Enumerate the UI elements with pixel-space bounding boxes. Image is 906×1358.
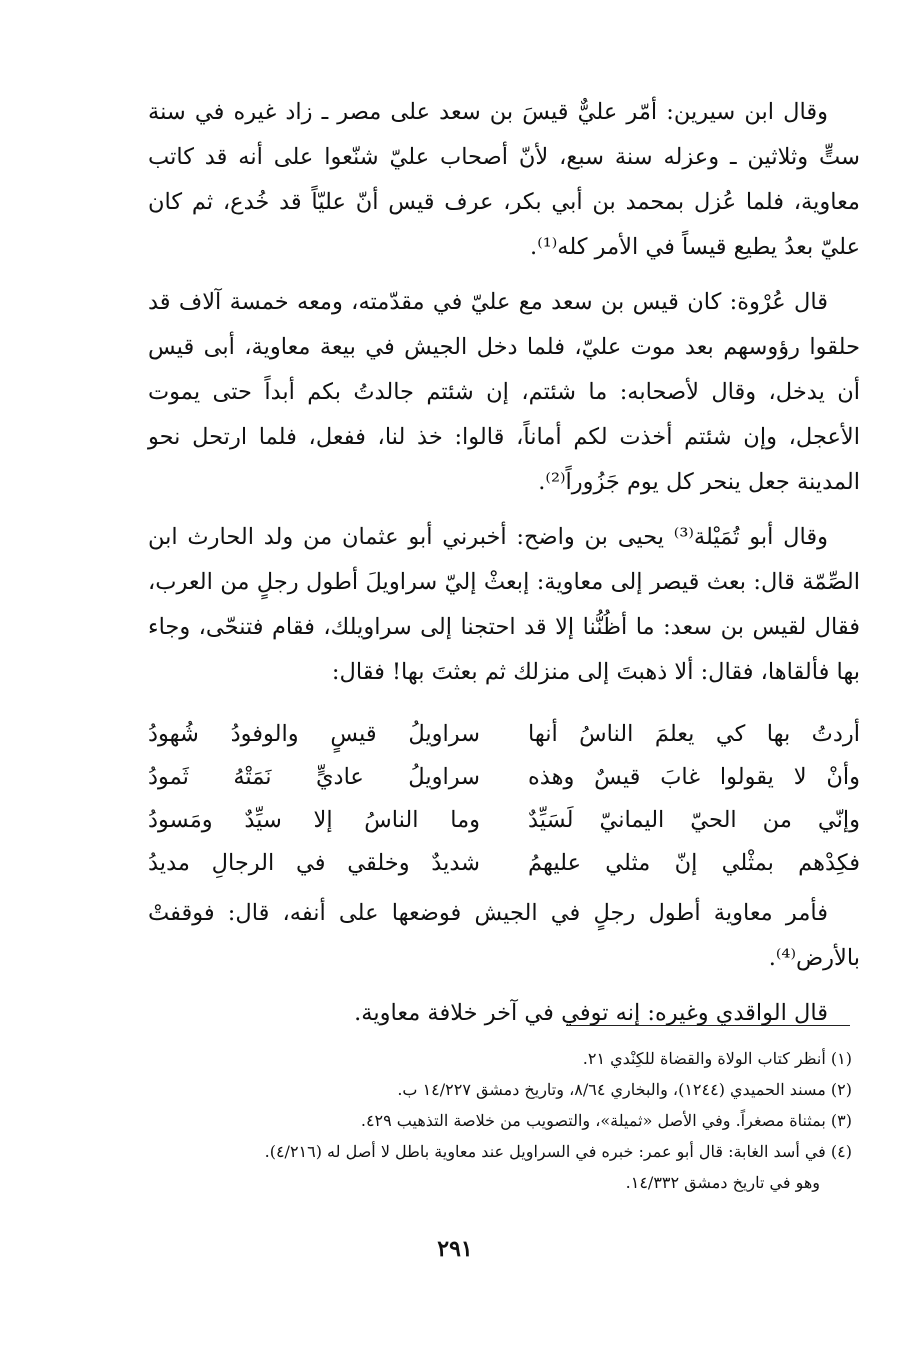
verse-second-hemistich: سراويلُ قيسٍ والوفودُ شُهودُ — [148, 721, 480, 747]
paragraph-urwa: قال عُرْوة: كان قيس بن سعد مع عليّ في مقدّمته، ومعه خمسة آلاف قد حلقوا رؤوسهم بعد موت عليّ، فلما دخل الجيش في بيعة معاوية، أبى قيس أن يدخل، وقال لأصحابه: ما شئتم، إن شئتم جالدتُ بكم أبداً حتى يموت الأعجل، وإن شئتم أخذت لكم أماناً، قالوا: خذ لنا، ففعل، فلما ارتحل نحو المدينة جعل ينحر كل يوم جَزُوراً⁽²⁾. — [148, 289, 860, 495]
footnote-4: (٤) في أسد الغابة: قال أبو عمر: خبره في السراويل عند معاوية باطل لا أصل له (٤/٢١٦). — [264, 1142, 852, 1161]
poem-verse — [148, 713, 860, 756]
footnote-divider — [566, 1025, 850, 1026]
poem-verse — [148, 799, 860, 842]
footnote-3: (٣) بمثناة مصغراً. وفي الأصل «ثميلة»، والتصويب من خلاصة التذهيب ٤٢٩. — [360, 1111, 852, 1130]
verse-first-hemistich: وإنّي من الحيّ اليمانيّ لَسَيِّدٌ — [528, 807, 860, 833]
paragraph-abu-tumayla: وقال أبو تُمَيْلة⁽³⁾ يحيى بن واضح: أخبرني أبو عثمان من ولد الحارث ابن الصِّمّة قال: بعث قيصر إلى معاوية: إبعثْ إليّ سراويلَ أطول رجلٍ من العرب، فقال لقيس بن سعد: ما أظُنُّنا إلا قد احتجنا إلى سراويلك، فقام فتنحّى، وجاء بها فألقاها، فقال: ألا ذهبتَ إلى منزلك ثم بعثتَ بها! فقال: — [148, 524, 860, 685]
poem-verse — [148, 756, 860, 799]
footnote-4-continuation: وهو في تاريخ دمشق ١٤/٣٣٢. — [625, 1173, 820, 1192]
poem — [148, 713, 860, 885]
verse-second-hemistich: سراويلُ عاديٍّ نَمَتْهُ ثَمودُ — [148, 764, 480, 790]
paragraph-ibn-sirin: وقال ابن سيرين: أمّر عليٌّ قيسَ بن سعد على مصر ـ زاد غيره في سنة ستٍّ وثلاثين ـ وعزله سنة سبع، لأنّ أصحاب عليّ شنّعوا على أنه قد كاتب معاوية، فلما عُزل بمحمد بن أبي بكر، عرف قيس أنّ عليّاً قد خُدع، ثم كان عليّ بعدُ يطيع قيساً في الأمر كله⁽¹⁾. — [148, 99, 860, 260]
verse-second-hemistich: شديدٌ وخلقي في الرجالِ مديدُ — [148, 850, 480, 876]
verse-second-hemistich: وما الناسُ إلا سيِّدٌ ومَسودُ — [148, 807, 480, 833]
verse-first-hemistich: أردتُ بها كي يعلمَ الناسُ أنها — [528, 721, 860, 747]
verse-first-hemistich: وأنْ لا يقولوا غابَ قيسٌ وهذه — [528, 764, 860, 790]
paragraph-muawiya-tallest: فأمر معاوية أطول رجلٍ في الجيش فوضعها على أنفه، قال: فوقفتْ بالأرض⁽⁴⁾. — [148, 900, 860, 971]
page-number: ٢٩١ — [437, 1236, 473, 1262]
verse-first-hemistich: فكِدْهم بمثْلي إنّ مثلي عليهمُ — [528, 850, 860, 876]
footnotes — [210, 1043, 852, 1198]
paragraph-waqidi: قال الواقدي وغيره: إنه توفي في آخر خلافة معاوية. — [354, 1000, 828, 1026]
footnote-2: (٢) مسند الحميدي (١٢٤٤)، والبخاري ٨/٦٤، وتاريخ دمشق ١٤/٢٢٧ ب. — [397, 1080, 852, 1099]
poem-verse — [148, 842, 860, 885]
footnote-1: (١) أنظر كتاب الولاة والقضاة للكِنْدي ٢١. — [582, 1049, 852, 1068]
main-text — [148, 90, 860, 1046]
